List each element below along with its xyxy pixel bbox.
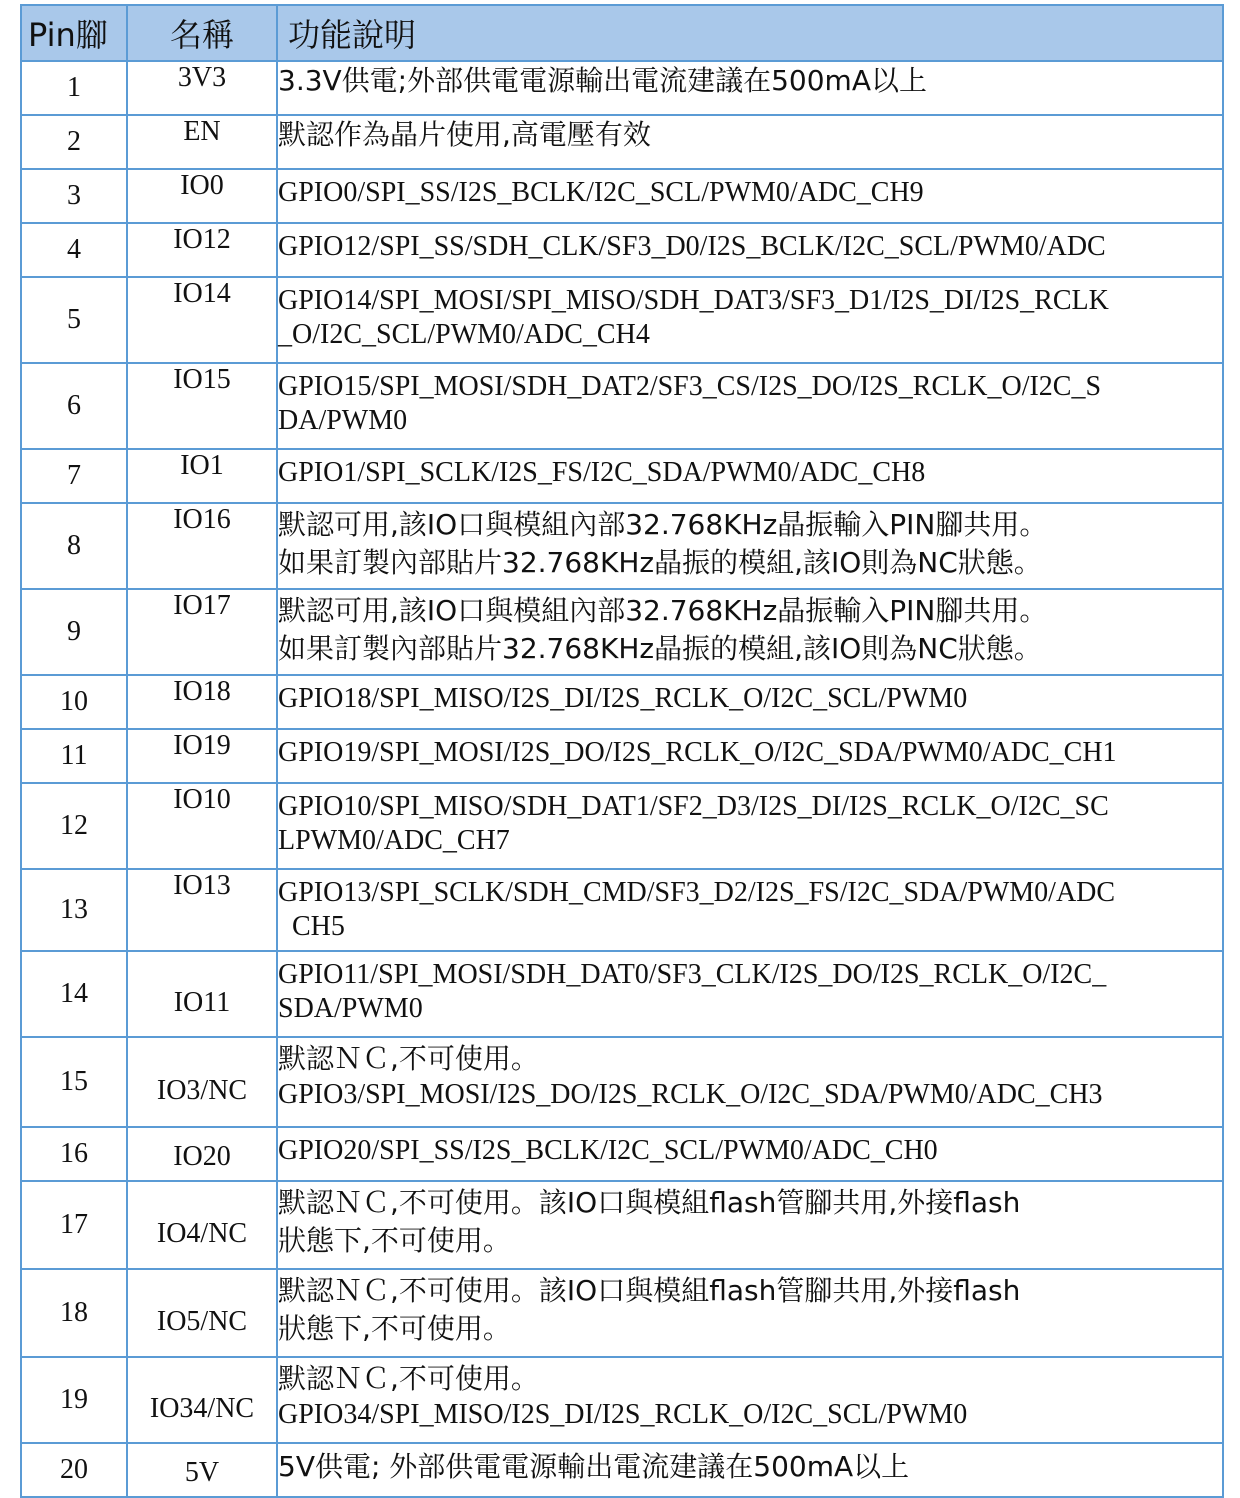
pin-number: 13	[21, 869, 127, 951]
table-row	[21, 363, 1223, 449]
pin-name: IO16	[127, 503, 277, 589]
description-line: GPIO0/SPI_SS/I2S_BCLK/I2C_SCL/PWM0/ADC_CH9	[278, 177, 924, 208]
table-row	[21, 169, 1223, 223]
table-row	[21, 783, 1223, 869]
pin-number: 17	[21, 1181, 127, 1269]
description-line: 默認ＮＣ,不可使用。該IO口與模組flash管腳共用,外接flash	[278, 1186, 1021, 1219]
pin-number: 7	[21, 449, 127, 503]
pin-name: IO4/NC	[127, 1181, 277, 1269]
description-line: GPIO18/SPI_MISO/I2S_DI/I2S_RCLK_O/I2C_SCL/PWM0	[278, 683, 968, 714]
header-description: 功能說明	[277, 5, 1223, 61]
pin-number: 16	[21, 1127, 127, 1181]
pin-number: 12	[21, 783, 127, 869]
pin-number: 2	[21, 115, 127, 169]
pin-description	[277, 951, 1223, 1037]
pin-description	[277, 115, 1223, 169]
pin-description	[277, 869, 1223, 951]
table-row	[21, 869, 1223, 951]
pin-number: 11	[21, 729, 127, 783]
pin-number: 6	[21, 363, 127, 449]
pin-name: IO20	[127, 1127, 277, 1181]
pin-name: IO17	[127, 589, 277, 675]
description-line: GPIO13/SPI_SCLK/SDH_CMD/SF3_D2/I2S_FS/I2C_SDA/PWM0/ADC	[278, 877, 1116, 908]
pin-name: IO1	[127, 449, 277, 503]
pin-description	[277, 1037, 1223, 1127]
pin-description	[277, 169, 1223, 223]
pin-name: IO13	[127, 869, 277, 951]
pin-number: 8	[21, 503, 127, 589]
pin-number: 10	[21, 675, 127, 729]
table-row	[21, 1269, 1223, 1357]
pin-number: 14	[21, 951, 127, 1037]
table-row	[21, 1357, 1223, 1443]
pin-description	[277, 1127, 1223, 1181]
description-line: 默認ＮＣ,不可使用。	[278, 1042, 539, 1075]
table-row	[21, 1127, 1223, 1181]
description-line: 如果訂製內部貼片32.768KHz晶振的模組,該IO則為NC狀態。	[278, 546, 1042, 579]
description-line: 5V供電; 外部供電電源輸出電流建議在500mA以上	[278, 1450, 910, 1483]
pin-description	[277, 1269, 1223, 1357]
pin-name: IO12	[127, 223, 277, 277]
pin-number: 3	[21, 169, 127, 223]
pin-description	[277, 223, 1223, 277]
description-line: 默認可用,該IO口與模組內部32.768KHz晶振輸入PIN腳共用。	[278, 508, 1048, 541]
pin-name: IO10	[127, 783, 277, 869]
pin-name: IO3/NC	[127, 1037, 277, 1127]
pin-description	[277, 277, 1223, 363]
table-row	[21, 223, 1223, 277]
pin-name: IO18	[127, 675, 277, 729]
description-line: 默認可用,該IO口與模組內部32.768KHz晶振輸入PIN腳共用。	[278, 594, 1048, 627]
description-line: 狀態下,不可使用。	[278, 1312, 511, 1345]
description-line: GPIO34/SPI_MISO/I2S_DI/I2S_RCLK_O/I2C_SCL/PWM0	[278, 1399, 968, 1430]
description-line: 默認ＮＣ,不可使用。該IO口與模組flash管腳共用,外接flash	[278, 1274, 1021, 1307]
pin-description	[277, 61, 1223, 115]
pin-description	[277, 589, 1223, 675]
description-line: GPIO3/SPI_MOSI/I2S_DO/I2S_RCLK_O/I2C_SDA/PWM0/ADC_CH3	[278, 1079, 1103, 1110]
pin-number: 18	[21, 1269, 127, 1357]
pin-description	[277, 1357, 1223, 1443]
pin-number: 5	[21, 277, 127, 363]
description-line: 默認ＮＣ,不可使用。	[278, 1362, 539, 1395]
description-line: CH5	[292, 911, 345, 942]
description-line: DA/PWM0	[278, 405, 408, 436]
pin-function-table	[20, 4, 1224, 1498]
pin-name: IO0	[127, 169, 277, 223]
table-header-row	[21, 5, 1223, 61]
description-line: 3.3V供電;外部供電電源輸出電流建議在500mA以上	[278, 64, 927, 97]
table-row	[21, 729, 1223, 783]
description-line: GPIO12/SPI_SS/SDH_CLK/SF3_D0/I2S_BCLK/I2C_SCL/PWM0/ADC	[278, 231, 1106, 262]
pin-description	[277, 503, 1223, 589]
table-row	[21, 1037, 1223, 1127]
pin-description	[277, 1181, 1223, 1269]
description-line: GPIO15/SPI_MOSI/SDH_DAT2/SF3_CS/I2S_DO/I2S_RCLK_O/I2C_S	[278, 371, 1102, 402]
pin-description	[277, 729, 1223, 783]
description-line: 默認作為晶片使用,高電壓有效	[278, 118, 651, 151]
description-line: 如果訂製內部貼片32.768KHz晶振的模組,該IO則為NC狀態。	[278, 632, 1042, 665]
pin-number: 15	[21, 1037, 127, 1127]
pin-name: 5V	[127, 1443, 277, 1497]
pin-name: IO15	[127, 363, 277, 449]
description-line: GPIO20/SPI_SS/I2S_BCLK/I2C_SCL/PWM0/ADC_CH0	[278, 1135, 938, 1166]
pin-name: IO11	[127, 951, 277, 1037]
table-row	[21, 1181, 1223, 1269]
description-line: GPIO14/SPI_MOSI/SPI_MISO/SDH_DAT3/SF3_D1/I2S_DI/I2S_RCLK	[278, 285, 1109, 316]
description-line: _O/I2C_SCL/PWM0/ADC_CH4	[278, 319, 650, 350]
description-line: GPIO19/SPI_MOSI/I2S_DO/I2S_RCLK_O/I2C_SDA/PWM0/ADC_CH1	[278, 737, 1117, 768]
pin-number: 4	[21, 223, 127, 277]
header-pin: Pin腳	[21, 5, 127, 61]
pin-description	[277, 675, 1223, 729]
description-line: LPWM0/ADC_CH7	[278, 825, 510, 856]
pin-name: IO5/NC	[127, 1269, 277, 1357]
table-row	[21, 449, 1223, 503]
pin-description	[277, 783, 1223, 869]
pin-name: IO14	[127, 277, 277, 363]
table-row	[21, 675, 1223, 729]
table-row	[21, 61, 1223, 115]
table-row	[21, 115, 1223, 169]
pin-number: 1	[21, 61, 127, 115]
pin-name: IO34/NC	[127, 1357, 277, 1443]
pin-name: 3V3	[127, 61, 277, 115]
table-row	[21, 503, 1223, 589]
description-line: SDA/PWM0	[278, 993, 423, 1024]
pin-name: IO19	[127, 729, 277, 783]
table-row	[21, 589, 1223, 675]
pin-description	[277, 449, 1223, 503]
table-row	[21, 277, 1223, 363]
description-line: GPIO1/SPI_SCLK/I2S_FS/I2C_SDA/PWM0/ADC_CH8	[278, 457, 926, 488]
pin-number: 9	[21, 589, 127, 675]
pin-number: 19	[21, 1357, 127, 1443]
description-line: 狀態下,不可使用。	[278, 1224, 511, 1257]
table-row	[21, 1443, 1223, 1497]
description-line: GPIO11/SPI_MOSI/SDH_DAT0/SF3_CLK/I2S_DO/I2S_RCLK_O/I2C_	[278, 959, 1107, 990]
pin-number: 20	[21, 1443, 127, 1497]
pin-description	[277, 1443, 1223, 1497]
table-row	[21, 951, 1223, 1037]
description-line: GPIO10/SPI_MISO/SDH_DAT1/SF2_D3/I2S_DI/I2S_RCLK_O/I2C_SC	[278, 791, 1109, 822]
header-name: 名稱	[127, 5, 277, 61]
pin-description	[277, 363, 1223, 449]
pin-name: EN	[127, 115, 277, 169]
